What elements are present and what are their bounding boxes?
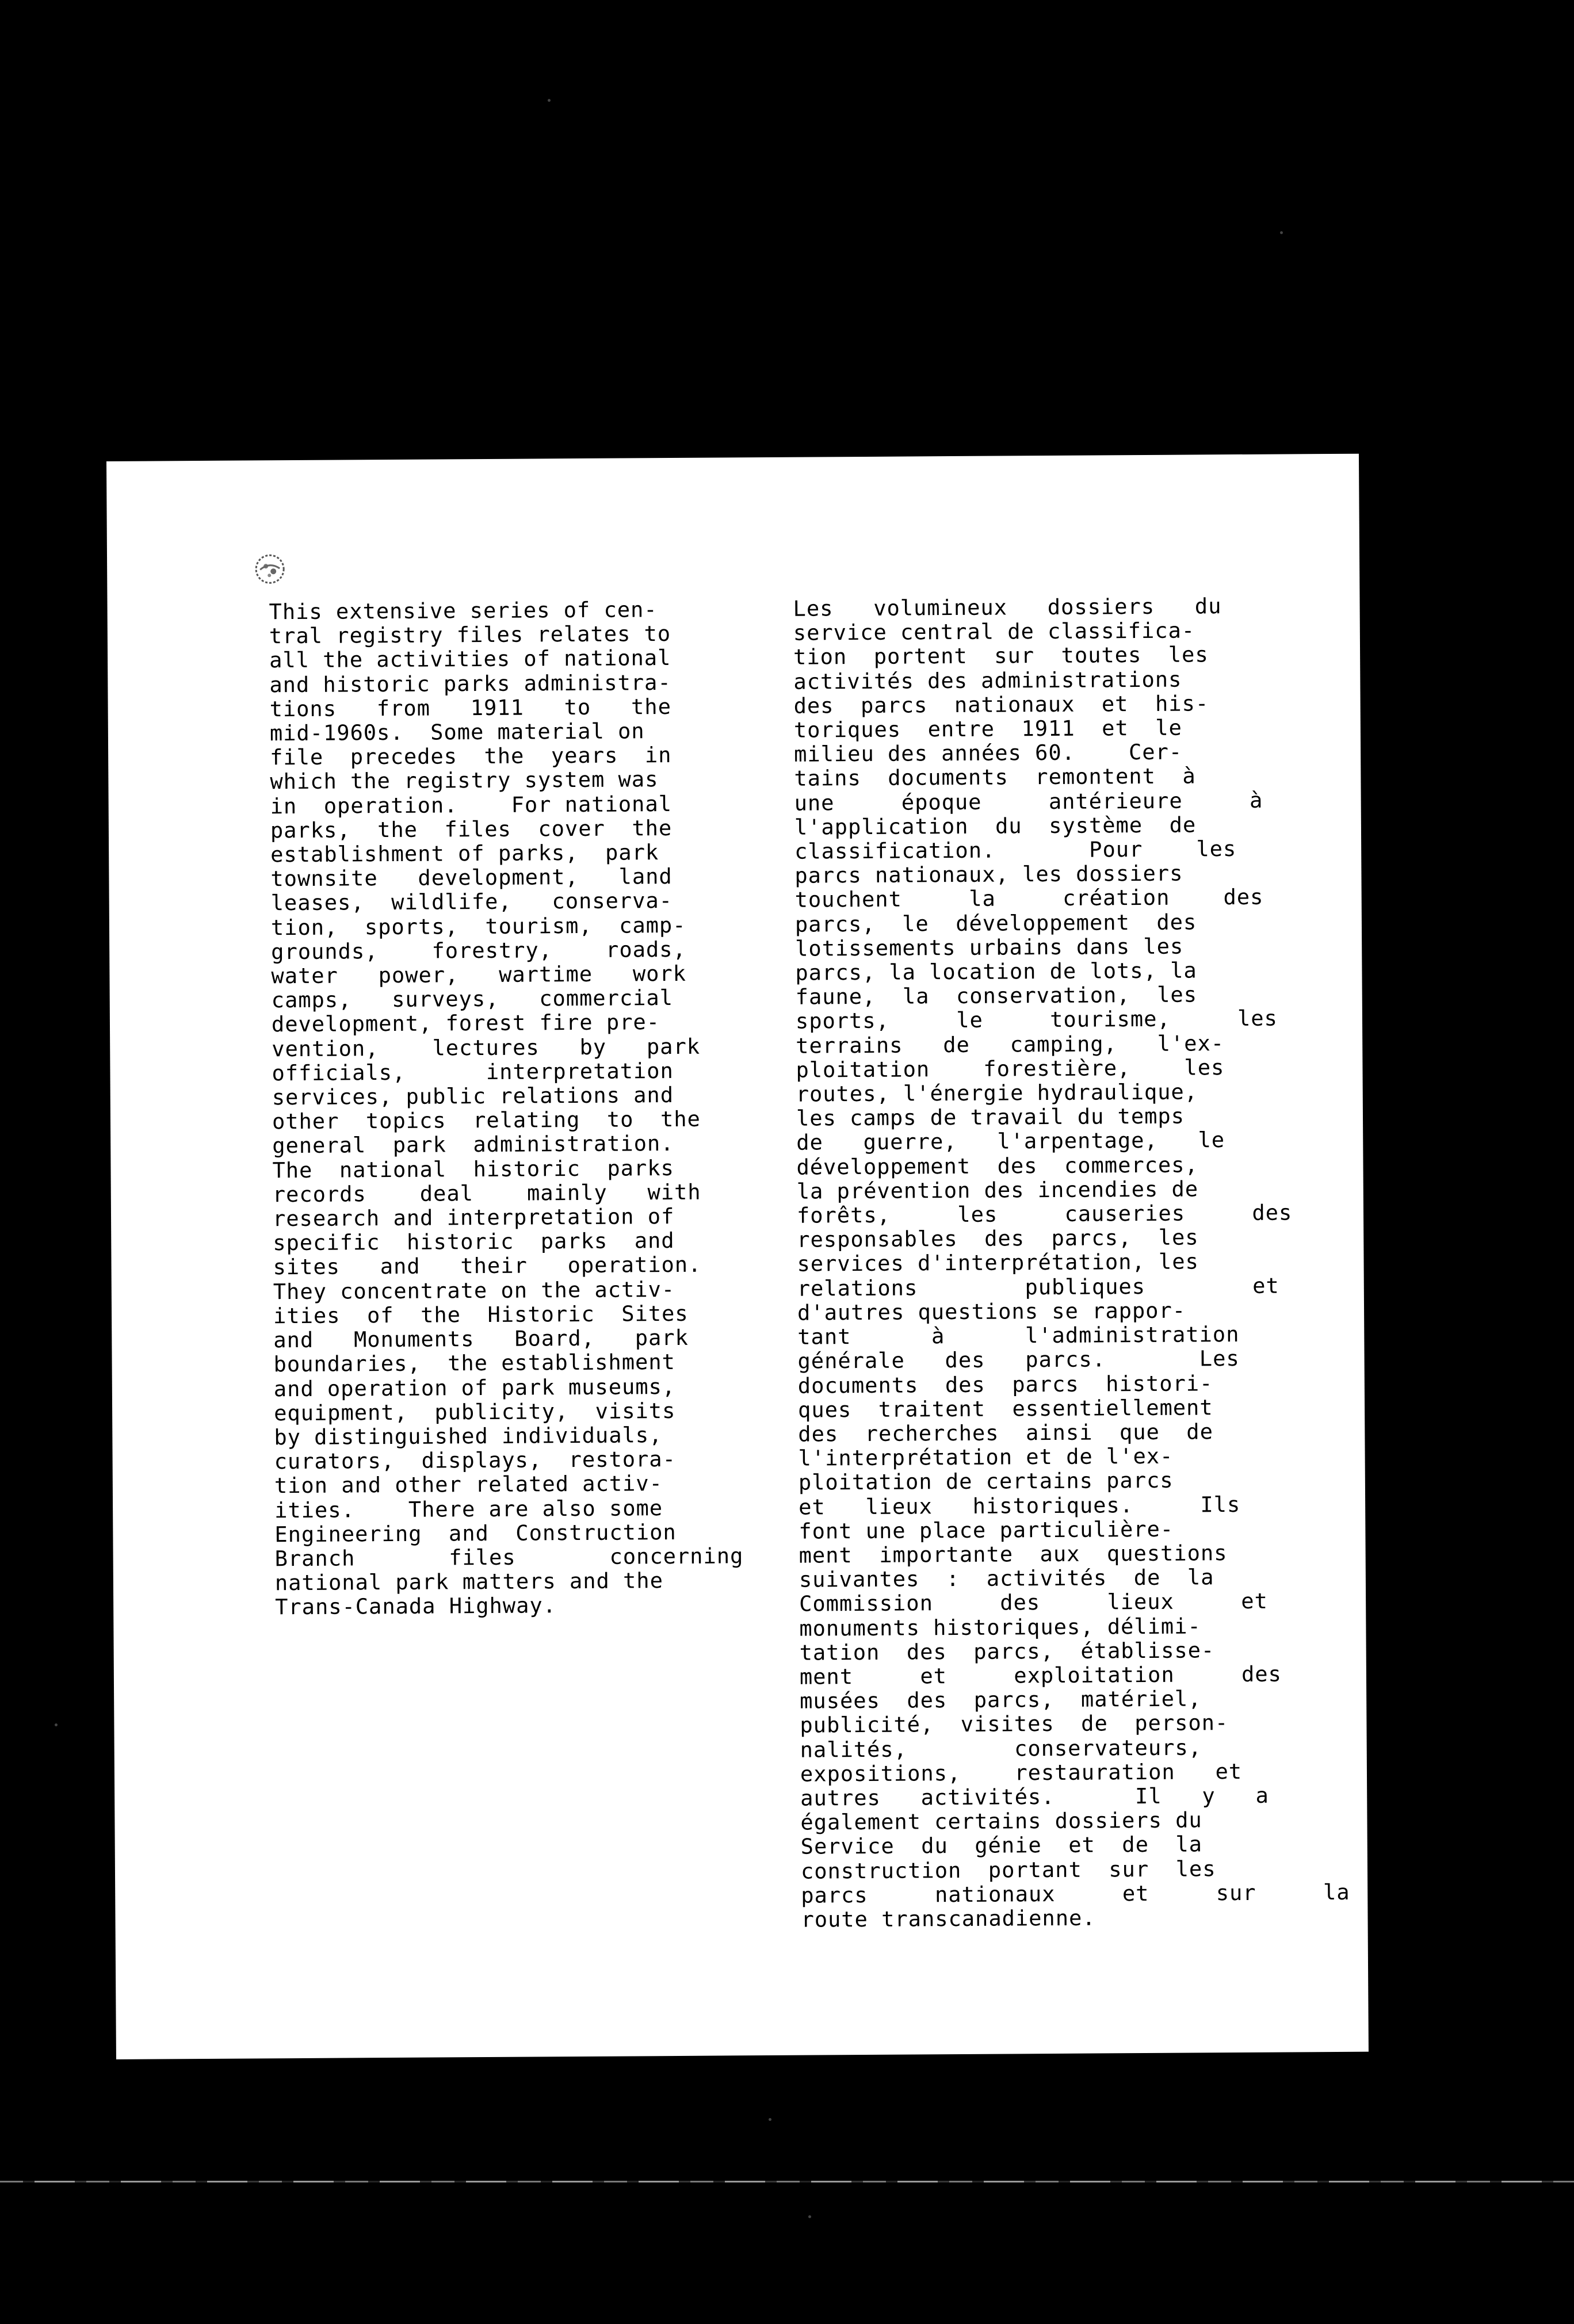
- scan-speck: [769, 2118, 771, 2121]
- scan-speck: [808, 2215, 811, 2218]
- scanned-page: [106, 454, 1369, 2059]
- english-description-column: This extensive series of cen- tral registry files relates to all the activities of national and historic parks administra- tions from 1911 to the mid-1960s. Some material on file precedes the years in which the registry system was in operation. For national parks, the files cover the establishment of parks, park townsite development, land leases, wildlife, conserva- tion, sports, tourism, camp- grounds, forestry, roads, water power, wartime work camps, surveys, commercial development, forest fire pre- vention, lectures by park officials, interpretation services, public relations and other topics relating to the general park administration. The national historic parks records deal mainly with research and interpretation of specific historic parks and sites and their operation. They concentrate on the activ- ities of the Historic Sites and Monuments Board, park boundaries, the establishment and operation of park museums, equipment, publicity, visits by distinguished individuals, curators, displays, restora- tion and other related activ- ities. There are also some Engineering and Construction Branch files concerning national park matters and the Trans-Canada Highway.: [269, 597, 744, 1620]
- scan-speck: [1280, 231, 1283, 234]
- scan-speck: [55, 1723, 58, 1726]
- french-description-column: Les volumineux dossiers du service central de classifica- tion portent sur toutes les activités des administrations des parcs nationaux et his- toriques entre 1911 et le milieu des années 60. Cer- tains documents remontent à une époque antérieure à l'application du système de classification. Pour les parcs nationaux, les dossiers touchent la création des parcs, le développement des lotissements urbains dans les parcs, la location de lots, la faune, la conservation, les sports, le tourisme, les terrains de camping, l'ex- ploitation forestière, les routes, l'énergie hydraulique, les camps de travail du temps de guerre, l'arpentage, le développement des commerces, la prévention des incendies de forêts, les causeries des responsables des parcs, les services d'interprétation, les relations publiques et d'autres questions se rappor- tant à l'administration générale des parcs. Les documents des parcs histori- ques traitent essentiellement des recherches ainsi que de l'interprétation et de l'ex- ploitation de certains parcs et lieux historiques. Ils font une place particulière- ment importante aux questions suivantes : activités de la Commission des lieux et monuments historiques, délimi- tation des parcs, établisse- ment et exploitation des musées des parcs, matériel, publicité, visites de person- nalités, conservateurs, expositions, restauration et autres activités. Il y a également certains dossiers du Service du génie et de la construction portant sur les parcs nationaux et sur la route transcanadienne.: [793, 594, 1350, 1932]
- scan-speck: [548, 99, 551, 102]
- binding-hole-mark-icon: [252, 551, 288, 587]
- scanner-edge-line: [0, 2181, 1574, 2182]
